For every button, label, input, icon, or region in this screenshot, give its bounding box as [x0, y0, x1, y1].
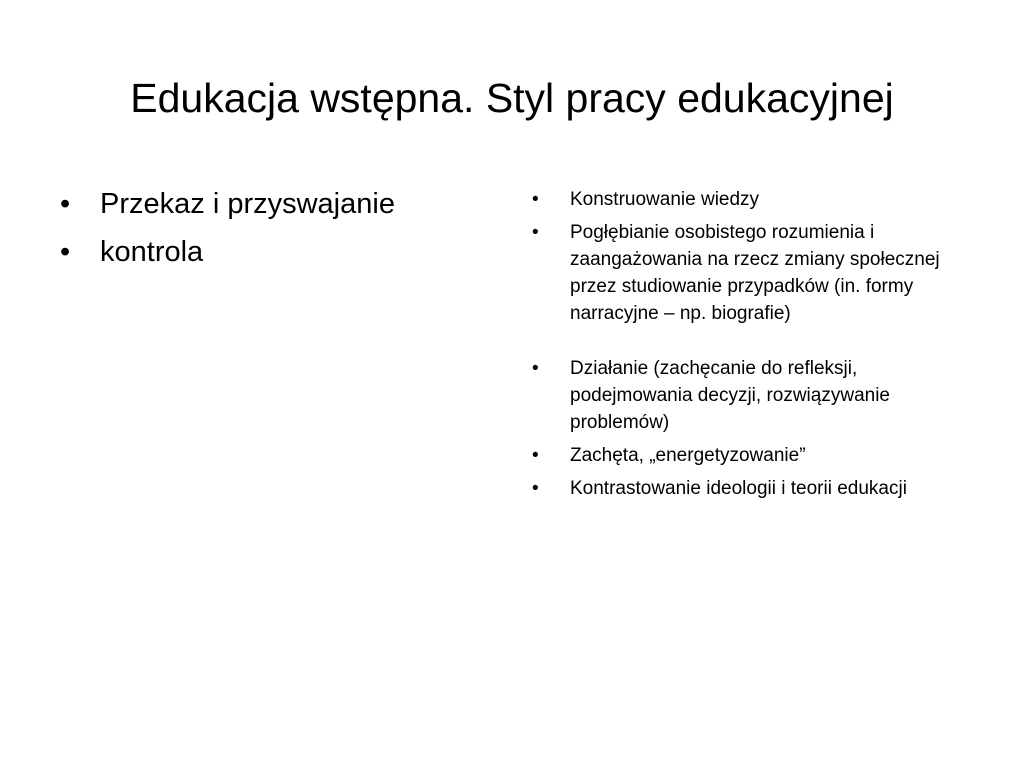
bullet-icon: •	[532, 445, 539, 466]
bullet-icon: •	[60, 236, 71, 268]
bullet-icon: •	[60, 188, 71, 220]
bullet-icon: •	[532, 478, 539, 499]
list-item-text: Konstruowanie wiedzy	[570, 189, 760, 210]
list-item	[60, 188, 500, 220]
list-item-text: kontrola	[100, 236, 204, 268]
list-item-text: Zachęta, „energetyzowanie”	[570, 445, 806, 466]
list-item-text: Działanie (zachęcanie do refleksji, podejmowania decyzji, rozwiązywanie problemów)	[570, 358, 890, 433]
right-bullet-list	[532, 186, 972, 508]
left-bullet-list	[60, 188, 500, 284]
list-item-text: Pogłębianie osobistego rozumienia i zaangażowania na rzecz zmiany społecznej przez studiowanie przypadków (in. formy narracyjne – np. biografie)	[570, 222, 940, 324]
list-item	[532, 475, 972, 502]
list-item	[60, 236, 500, 268]
bullet-icon: •	[532, 189, 539, 210]
list-item	[532, 186, 972, 213]
list-item	[532, 219, 972, 327]
list-item	[532, 442, 972, 469]
list-item-text: Kontrastowanie ideologii i teorii edukacji	[570, 478, 907, 499]
bullet-icon: •	[532, 358, 539, 379]
list-item	[532, 355, 972, 436]
slide-title: Edukacja wstępna. Styl pracy edukacyjnej	[130, 75, 894, 121]
bullet-icon: •	[532, 222, 539, 243]
list-item-text: Przekaz i przyswajanie	[100, 188, 395, 220]
